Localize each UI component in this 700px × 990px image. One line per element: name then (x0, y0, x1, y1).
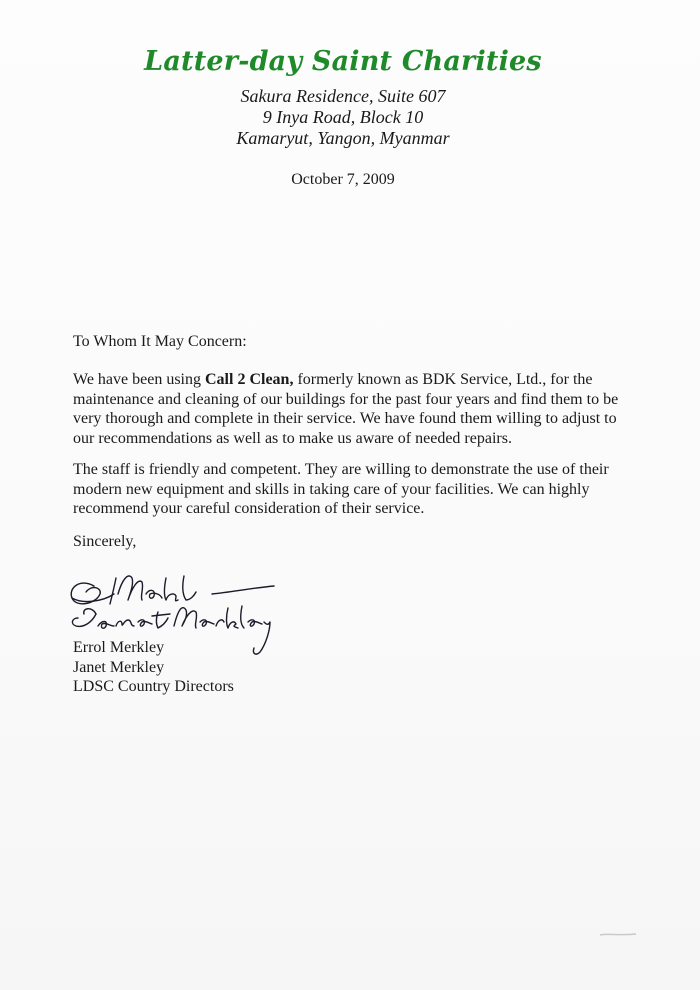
letter-date: October 7, 2009 (291, 171, 395, 188)
salutation: To Whom It May Concern: (73, 333, 247, 350)
address-line-3: Kamaryut, Yangon, Myanmar (236, 128, 450, 148)
paragraph-1-intro: We have been using (73, 371, 205, 388)
closing: Sincerely, (73, 533, 137, 550)
paragraph-2-text: The staff is friendly and competent. They are willing to demonstrate the use of their modern new equipment and skills in taking care of your facilities. We can highly recommend your careful consideration of their service. (73, 461, 609, 517)
signatory-title: LDSC Country Directors (73, 678, 234, 695)
signatory-1: Errol Merkley (73, 639, 165, 656)
signatory-block (73, 638, 234, 697)
paragraph-1 (73, 370, 633, 448)
letterhead-address (0, 86, 686, 149)
paper-smudge (598, 932, 638, 938)
address-line-1: Sakura Residence, Suite 607 (240, 86, 446, 106)
signatory-2: Janet Merkley (73, 658, 165, 676)
organization-name: Latter-day Saint Charities (144, 46, 542, 77)
paragraph-1-rest: formerly known as BDK Service, Ltd., for the maintenance and cleaning of our buildings for the past four years and find them to be very thorough and complete in their service. We have found them willing to adjust to our recommendations as well as to make us aware of needed repairs. (73, 371, 619, 447)
paragraph-2 (73, 460, 633, 519)
address-line-2: 9 Inya Road, Block 10 (262, 107, 424, 127)
company-name: Call 2 Clean, (205, 371, 294, 388)
